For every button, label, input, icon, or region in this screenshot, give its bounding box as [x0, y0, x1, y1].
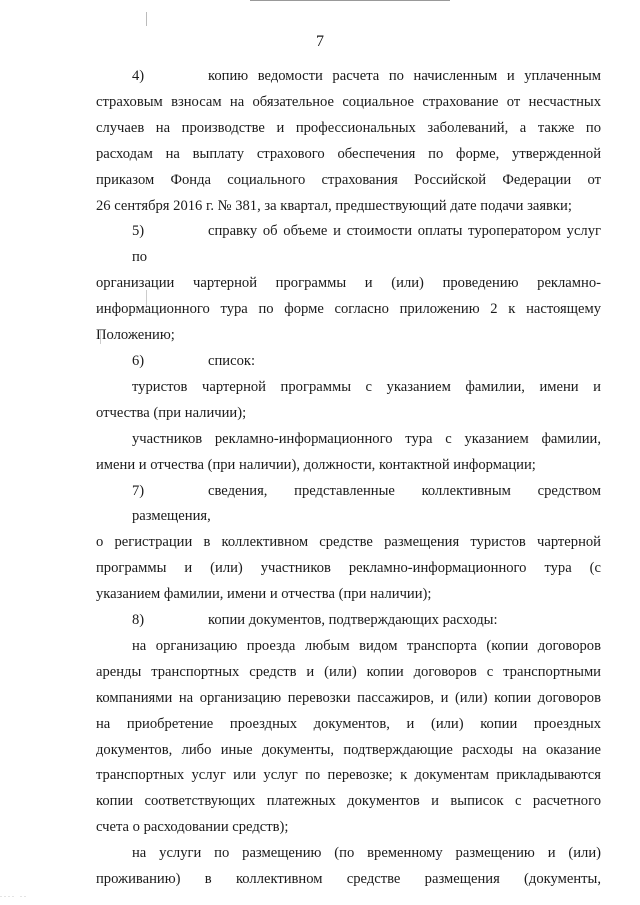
line-text: имени и отчества (при наличии), должности, контактной информации; — [96, 456, 536, 473]
text-line — [96, 90, 601, 116]
line-text: отчества (при наличии); — [96, 404, 247, 421]
text-line — [96, 867, 601, 893]
list-number: 4) — [132, 68, 145, 84]
text-line — [96, 401, 601, 427]
line-text: расходам на выплату страхового обеспечения по форме, утвержденной — [96, 145, 601, 162]
line-text: копии соответствующих платежных документов и выписок с расчетного — [96, 793, 601, 810]
line-text: документов, либо иные документы, подтверждающие расходы на оказание — [96, 741, 601, 758]
line-text: организации чартерной программы и (или) проведению рекламно- — [96, 275, 601, 292]
list-number: 8) — [132, 612, 145, 629]
line-text: на услуги по размещению (по временному размещению и (или) — [132, 845, 601, 862]
line-text: приказом Фонда социального страхования Российской Федерации от — [96, 171, 601, 188]
scan-artifact: .... .. — [0, 890, 28, 899]
text-line — [96, 763, 601, 789]
text-line — [96, 323, 601, 349]
text-line — [96, 271, 601, 297]
line-text: на организацию проезда любым видом транспорта (копии договоров — [132, 637, 601, 654]
page-number: 7 — [316, 33, 324, 50]
text-line — [96, 64, 601, 90]
text-line — [96, 479, 601, 531]
text-line — [96, 660, 601, 686]
line-text: о регистрации в коллективном средстве размещения туристов чартерной — [96, 534, 601, 551]
document-body — [96, 64, 601, 893]
line-text: компаниями на организацию перевозки пассажиров, и (или) копии договоров — [96, 689, 601, 706]
text-line — [96, 375, 601, 401]
line-text: справку об объеме и стоимости оплаты туроператором услуг по — [132, 223, 601, 266]
line-text: аренды транспортных средств и (или) копии договоров с транспортными — [96, 663, 601, 680]
text-line — [96, 789, 601, 815]
line-text: сведения, представленные коллективным средством размещения, — [132, 482, 601, 525]
text-line — [96, 582, 601, 608]
line-text: Положению; — [96, 327, 175, 344]
text-line — [96, 116, 601, 142]
text-line — [96, 815, 601, 841]
scan-top-rule — [250, 0, 450, 1]
scan-artifact — [146, 12, 147, 26]
text-line — [96, 608, 601, 634]
line-text: копию ведомости расчета по начисленным и уплаченным — [208, 68, 601, 84]
text-line — [96, 297, 601, 323]
text-line — [96, 194, 601, 220]
text-line — [96, 841, 601, 867]
text-line — [96, 219, 601, 271]
line-text: транспортных услуг или услуг по перевозке; к документам прикладываются — [96, 767, 601, 784]
line-text: страховым взносам на обязательное социальное страхование от несчастных — [96, 93, 601, 110]
text-line — [96, 712, 601, 738]
text-line — [96, 634, 601, 660]
line-text: список: — [208, 352, 256, 369]
line-text: копии документов, подтверждающих расходы: — [208, 612, 498, 629]
text-line — [96, 453, 601, 479]
line-text: счета о расходовании средств); — [96, 819, 289, 836]
list-number: 6) — [132, 352, 145, 369]
text-line — [96, 427, 601, 453]
line-text: на приобретение проездных документов, и (или) копии проездных — [96, 715, 601, 732]
list-number: 5) — [132, 223, 145, 240]
line-text: указанием фамилии, имени и отчества (при наличии); — [96, 586, 432, 603]
text-line — [96, 168, 601, 194]
line-text: случаев на производстве и профессиональных заболеваний, а также по — [96, 119, 601, 136]
text-line — [96, 349, 601, 375]
text-line — [96, 686, 601, 712]
line-text: информационного тура по форме согласно приложению 2 к настоящему — [96, 301, 601, 318]
line-text: проживанию) в коллективном средстве размещения (документы, — [96, 871, 601, 888]
text-line — [96, 738, 601, 764]
line-text: 26 сентября 2016 г. № 381, за квартал, предшествующий дате подачи заявки; — [96, 197, 572, 214]
list-number: 7) — [132, 482, 145, 499]
text-line — [96, 530, 601, 556]
text-line — [96, 142, 601, 168]
text-line — [96, 556, 601, 582]
line-text: участников рекламно-информационного тура с указанием фамилии, — [132, 430, 601, 447]
line-text: туристов чартерной программы с указанием фамилии, имени и — [132, 378, 601, 395]
line-text: программы и (или) участников рекламно-информационного тура (с — [96, 560, 601, 577]
